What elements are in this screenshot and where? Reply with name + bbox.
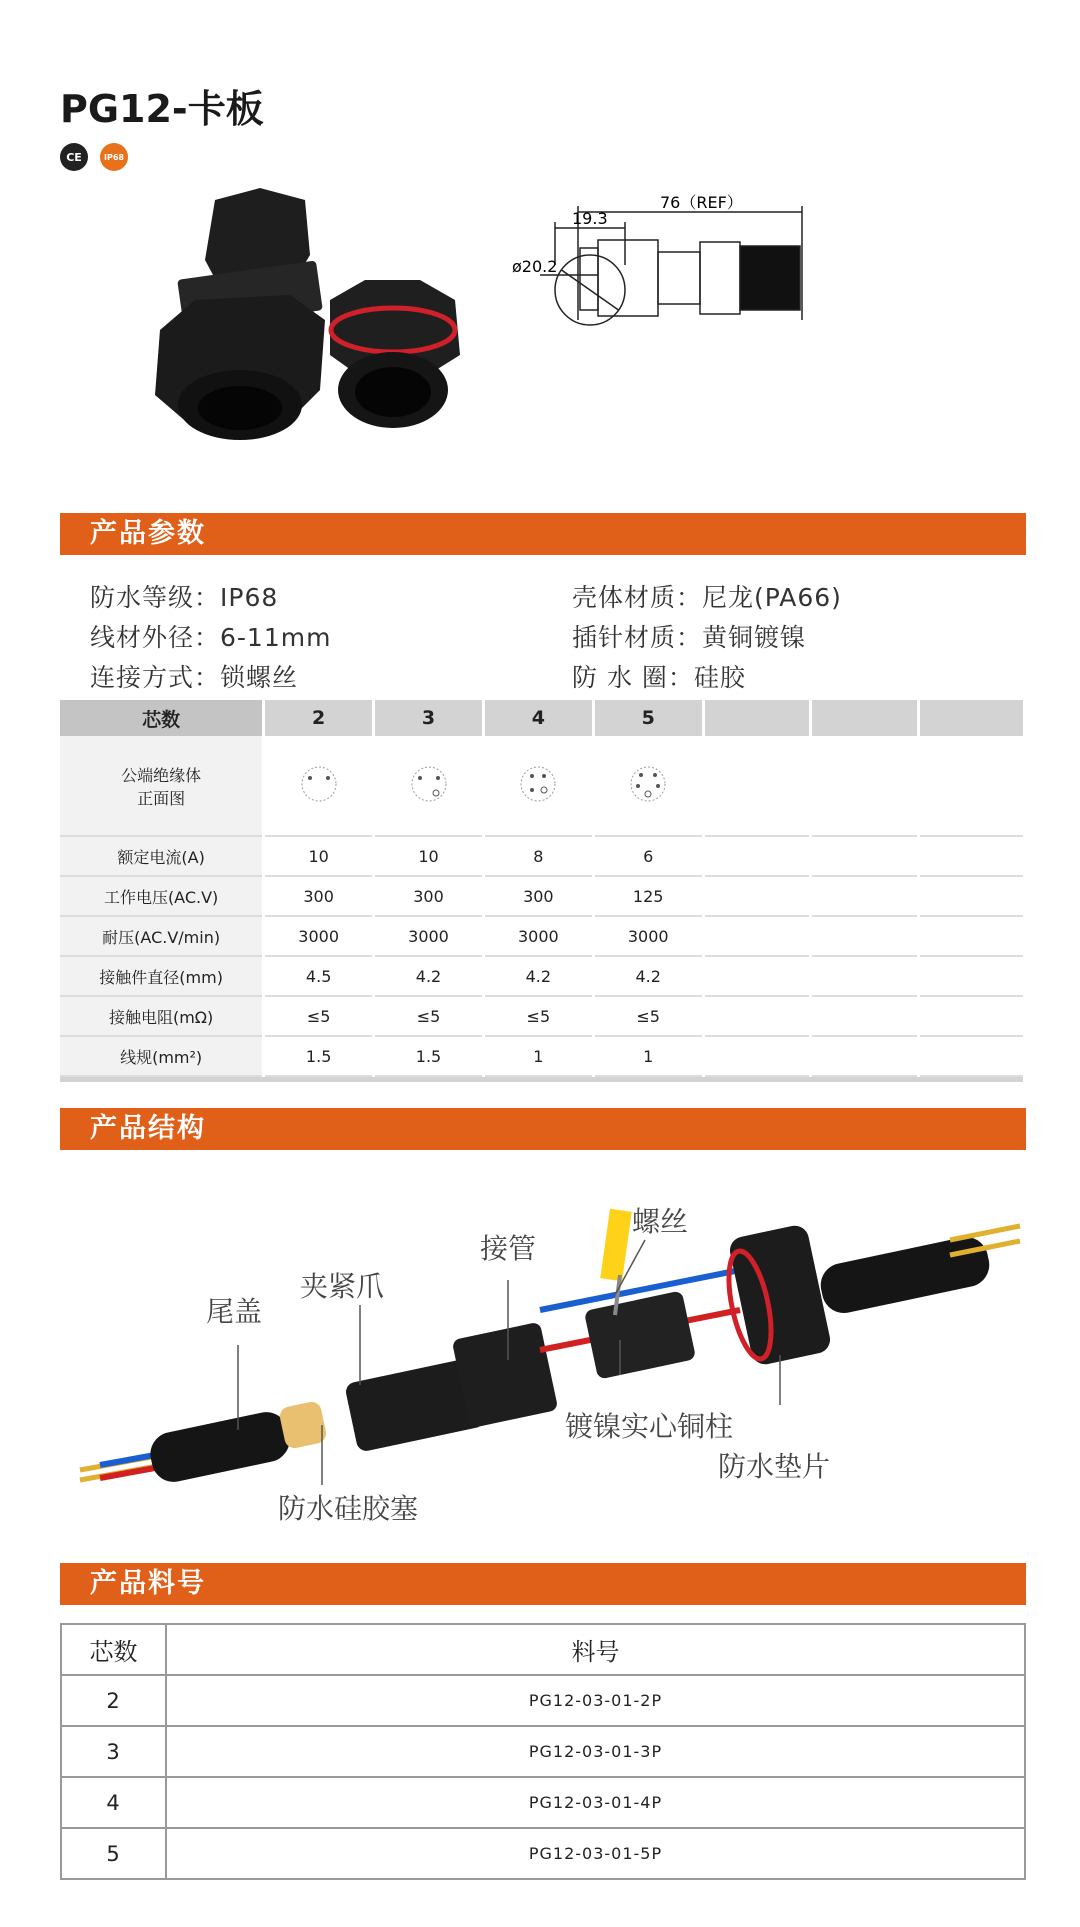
cell: 6 <box>593 836 703 876</box>
ip68-cert-icon: IP68 <box>100 143 128 171</box>
table-row <box>61 1726 1025 1777</box>
label-tail-cap: 尾盖 <box>206 1295 263 1328</box>
cell: 10 <box>264 836 374 876</box>
cell: 3000 <box>483 916 593 956</box>
pin-layout-label <box>60 736 264 836</box>
cell: 125 <box>593 876 703 916</box>
cell: 4.2 <box>483 956 593 996</box>
param-waterproof: 防水等级：IP68 <box>90 583 279 612</box>
param-connection: 连接方式：锁螺丝 <box>90 663 299 692</box>
part-number-table <box>60 1623 1026 1880</box>
label-copper-pillar: 镀镍实心铜柱 <box>565 1410 734 1443</box>
cell-code: PG12-03-01-3P <box>166 1726 1025 1777</box>
cell: 3000 <box>374 916 484 956</box>
cell: 300 <box>483 876 593 916</box>
row-label: 线规(mm²) <box>60 1036 264 1076</box>
length-dimension: 76（REF） <box>660 193 743 212</box>
ce-cert-icon: CE <box>60 143 88 171</box>
spec-header-cell <box>811 700 919 736</box>
spec-header-cell <box>703 700 811 736</box>
row-label: 接触件直径(mm) <box>60 956 264 996</box>
cell: 4.2 <box>374 956 484 996</box>
cell-core: 3 <box>61 1726 166 1777</box>
cell: 1 <box>593 1036 703 1076</box>
section-structure-title: 产品结构 <box>60 1108 1026 1150</box>
width-dimension: 19.3 <box>572 209 608 228</box>
spec-row-gauge <box>60 1036 1025 1076</box>
header-core: 芯数 <box>61 1624 166 1675</box>
page-title: PG12-卡板 <box>60 87 264 131</box>
row-label: 额定电流(A) <box>60 836 264 876</box>
cell: 8 <box>483 836 593 876</box>
pin-diagram-2 <box>264 736 374 836</box>
param-cable-diameter: 线材外径：6-11mm <box>90 623 332 652</box>
row-label: 耐压(AC.V/min) <box>60 916 264 956</box>
spec-header-cell: 芯数 <box>60 700 264 736</box>
connector-body-image <box>155 188 325 440</box>
cell-code: PG12-03-01-5P <box>166 1828 1025 1879</box>
pin-label-line2: 正面图 <box>137 788 186 808</box>
spec-table <box>60 700 1026 1082</box>
spec-header-cell: 4 <box>483 700 593 736</box>
cell: ≤5 <box>264 996 374 1036</box>
row-label: 接触电阻(mΩ) <box>60 996 264 1036</box>
cell: 300 <box>264 876 374 916</box>
row-label: 工作电压(AC.V) <box>60 876 264 916</box>
cell: 1 <box>483 1036 593 1076</box>
cell-core: 2 <box>61 1675 166 1726</box>
spec-header-cell: 5 <box>593 700 703 736</box>
section-partno-title: 产品料号 <box>60 1563 1026 1605</box>
spec-row-withstand <box>60 916 1025 956</box>
cell: ≤5 <box>374 996 484 1036</box>
cell: 4.5 <box>264 956 374 996</box>
cell-code: PG12-03-01-2P <box>166 1675 1025 1726</box>
technical-drawing <box>510 180 1030 410</box>
spec-row-current <box>60 836 1025 876</box>
table-row <box>61 1675 1025 1726</box>
cell-core: 5 <box>61 1828 166 1879</box>
pin-diagram-5 <box>593 736 703 836</box>
label-clamp-claw: 夹紧爪 <box>300 1270 385 1303</box>
param-housing: 壳体材质：尼龙(PA66) <box>572 583 842 612</box>
spec-header-row <box>60 700 1025 736</box>
label-tube: 接管 <box>480 1232 537 1265</box>
structure-illustration <box>60 1160 1026 1540</box>
cell: 3000 <box>264 916 374 956</box>
cell-core: 4 <box>61 1777 166 1828</box>
spec-header-cell: 2 <box>264 700 374 736</box>
cell-code: PG12-03-01-4P <box>166 1777 1025 1828</box>
label-screw: 螺丝 <box>632 1205 689 1238</box>
exploded-connector-image <box>80 1209 1020 1486</box>
section-params-title: 产品参数 <box>60 513 1026 555</box>
spec-header-cell <box>919 700 1025 736</box>
panel-nut-image <box>330 280 460 428</box>
spec-row-voltage <box>60 876 1025 916</box>
cell: 10 <box>374 836 484 876</box>
param-seal: 防 水 圈：硅胶 <box>572 663 746 692</box>
cell: 4.2 <box>593 956 703 996</box>
cell: 300 <box>374 876 484 916</box>
pin-label-line1: 公端绝缘体 <box>121 765 202 785</box>
cell: 1.5 <box>374 1036 484 1076</box>
label-gasket: 防水垫片 <box>718 1450 831 1483</box>
param-pin-material: 插针材质：黄铜镀镍 <box>572 623 807 652</box>
cell: ≤5 <box>483 996 593 1036</box>
diameter-dimension: ø20.2 <box>512 257 558 276</box>
spec-header-cell: 3 <box>374 700 484 736</box>
pin-diagram-4 <box>483 736 593 836</box>
spec-row-resistance <box>60 996 1025 1036</box>
table-row <box>61 1828 1025 1879</box>
cell: 1.5 <box>264 1036 374 1076</box>
pin-layout-row <box>60 736 1025 836</box>
cell: ≤5 <box>593 996 703 1036</box>
product-photo <box>120 180 500 450</box>
cell: 3000 <box>593 916 703 956</box>
pin-diagram-3 <box>374 736 484 836</box>
label-silicone-plug: 防水硅胶塞 <box>278 1492 419 1525</box>
table-row <box>61 1777 1025 1828</box>
header-code: 料号 <box>166 1624 1025 1675</box>
part-header-row <box>61 1624 1025 1675</box>
spec-row-contact-dia <box>60 956 1025 996</box>
